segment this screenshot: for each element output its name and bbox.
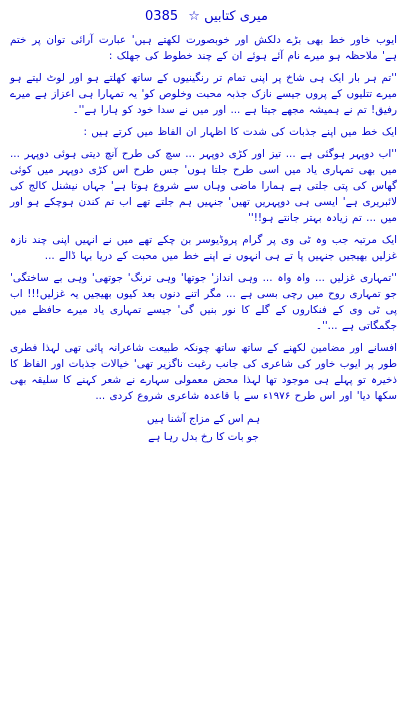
verse-line-2: جو بات کا رخ بدل رہا ہے bbox=[148, 431, 259, 443]
page-number: 0385 bbox=[145, 9, 179, 24]
paragraph-tv-producer: ایک مرتبہ جب وہ ٹی وی پر گرام پروڈیوسر بن چکے تھے میں نے انہیں اپنی چند نازہ غزلیں بھیجیں جنہیں پا تے ہی انہوں نے اپنے خط میں محبت کے دریا بہا ڈالے ... bbox=[10, 234, 397, 262]
paragraph-intro: ایوب خاور خط بھی بڑے دلکش اور خوبصورت لکھتے ہیں' عبارت آرائی توان پر ختم ہے' ملاحظہ ہو میرے نام آئے ہوئے ان کے چند خطوط کی جھلک : bbox=[10, 34, 397, 62]
paragraph-letter-intro: ایک خط میں اپنے جذبات کی شدت کا اظہار ان الفاظ میں کرتے ہیں : bbox=[83, 126, 397, 138]
book-title: میری کتابیں bbox=[204, 9, 268, 24]
verse-line-1: ہم اس کے مزاج آشنا ہیں bbox=[146, 413, 261, 425]
paragraph-poetry: افسانے اور مضامین لکھنے کے ساتھ ساتھ چونکہ طبیعت شاعرانہ پائی تھی لہذا فطری طور پر ایوب خاور کی شاعری کی جانب رغبت ناگزیر تھی' خیالات جذبات اور الفاظ کا ذخیرہ تو پہلے ہی موجود تھا لہذا محض معمولی سہارے نے شعر کہنے کا سلیقہ بھی سکھا دیا' اور اس طرح ۱۹۷۶ء سے با قاعدہ شاعری شروع کردی ... bbox=[10, 342, 397, 402]
star-icon: ☆ bbox=[188, 9, 200, 24]
quote-letter-3: ''تمہاری غزلیں ... واہ واہ ... وہی انداز' جوتھا' وہی ترنگ' جوتھی' وہی بے ساختگی' جو تمہاری روح میں رچی بسی ہے ... مگر اتنے دنوں بعد کیوں بھیجیں یہ غزلیں!!! اب پی ٹی وی کے فنکاروں کے گلے کا نور بنیں گی' جیسے تمہاری یاد میرے حافظے میں جگمگاتی ہے ...''۔ bbox=[10, 272, 397, 332]
quote-letter-1: ''تم ہر بار ایک ہی شاخ پر اپنی تمام تر رنگینیوں کے ساتھ کھلتے ہو اور لوٹ لیتے ہو میرے تتلیوں کے پروں جیسے نازک جذبہ محبت وخلوص کو' یہ تمہارا ہی اعزاز ہے میرے رفیق! تم نے ہمیشہ مجھے جیتا ہے ... اور میں نے سدا خود کو ہارا ہے''۔ bbox=[10, 72, 397, 116]
quote-letter-2: ''اب دوپہر ہوگئی ہے ... تیز اور کڑی دوپہر ... سچ کی طرح آنچ دیتی ہوئی دوپہر ... میں بھی تمہاری یاد میں اسی طرح جلتا ہوں' جس طرح اس کڑی دوپہر میں کوئی گھاس کی پتی جلتی ہے ہمارا ماضی وہاں سے شروع ہوتا ہے' جہاں نیشنل کالج کی لائبریری ہے' ایسی ہی دوپہریں تھیں' جنہیں ہم جلتے تھے اب تم کندن ہوچکے ہو اور میں ... تم زیادہ بہتر جانتے ہو!!'' bbox=[10, 148, 397, 224]
page-header bbox=[10, 8, 397, 26]
